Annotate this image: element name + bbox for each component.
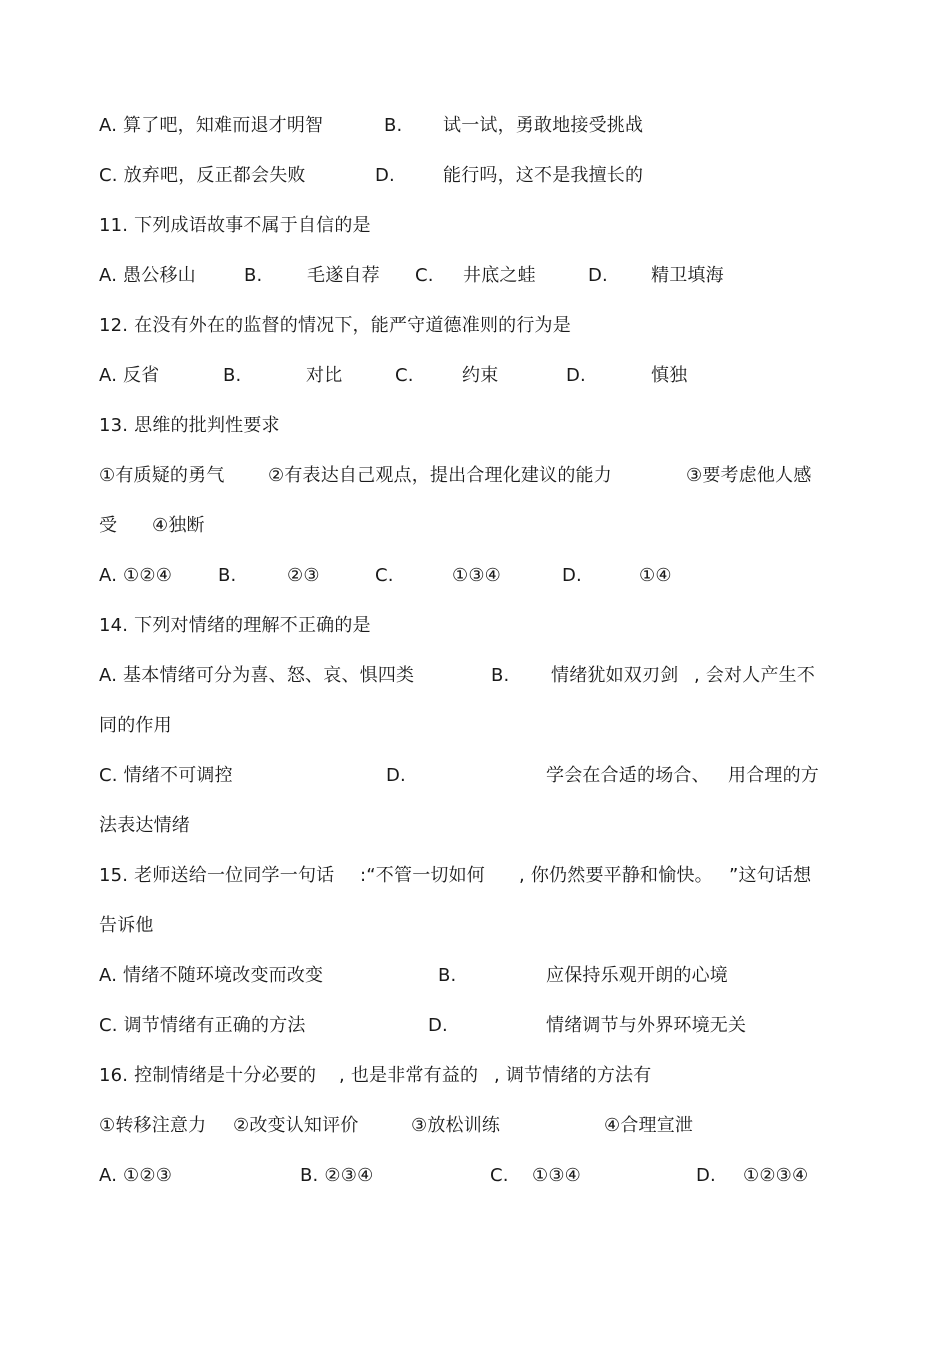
option-d-text: 精卫填海: [651, 265, 724, 286]
statement-2: ②有表达自己观点，提出合理化建议的能力: [268, 465, 612, 486]
option-d-text-continued: 用合理的方: [728, 765, 819, 786]
question-16: [0, 1061, 950, 1091]
option-c-text: 约束: [462, 365, 499, 386]
option-b-text-wrap: 同的作用: [99, 715, 172, 736]
question-text: 16. 控制情绪是十分必要的: [99, 1065, 317, 1086]
question-text: 15. 老师送给一位同学一句话: [99, 865, 335, 886]
option-a: A. 情绪不随环境改变而改变: [99, 965, 324, 986]
option-a: A. ①②④: [99, 565, 173, 586]
option-line: [0, 361, 950, 391]
question-text-part-3: , 调节情绪的方法有: [494, 1065, 652, 1086]
option-b-text: 试一试，勇敢地接受挑战: [443, 115, 644, 136]
statement-line: [0, 461, 950, 491]
option-d-text: 情绪调节与外界环境无关: [546, 1015, 747, 1036]
question-12: [0, 311, 950, 341]
question-13: [0, 411, 950, 441]
option-b-text-continued: , 会对人产生不: [694, 665, 816, 686]
option-d-letter: D.: [428, 1015, 448, 1036]
question-15: [0, 861, 950, 891]
option-line: [0, 261, 950, 291]
statement-3: ③要考虑他人感: [686, 465, 812, 486]
question-quote-start: :“不管一切如何: [360, 865, 485, 886]
option-a: A. ①②③: [99, 1165, 173, 1186]
option-b: B. ②③④: [300, 1165, 374, 1186]
option-a: A. 反省: [99, 365, 160, 386]
statement-4: ④独断: [152, 515, 205, 536]
question-text: 14. 下列对情绪的理解不正确的是: [99, 615, 371, 636]
option-a: A. 愚公移山: [99, 265, 196, 286]
statement-3-continued: 受: [99, 515, 118, 536]
question-quote-end: ”这句话想: [729, 865, 812, 886]
option-a: A. 算了吧，知难而退才明智: [99, 115, 324, 136]
option-b-letter: B.: [491, 665, 510, 686]
option-line: [0, 561, 950, 591]
question-continuation: [0, 911, 950, 941]
option-d-letter: D.: [566, 365, 586, 386]
question-text: 13. 思维的批判性要求: [99, 415, 280, 436]
option-line: [0, 111, 950, 141]
option-b-text: ②③: [287, 565, 320, 586]
option-b-letter: B.: [223, 365, 242, 386]
option-c-letter: C.: [415, 265, 434, 286]
option-b-letter: B.: [384, 115, 403, 136]
option-d-text: ①④: [639, 565, 672, 586]
option-line: [0, 961, 950, 991]
question-14: [0, 611, 950, 641]
question-11: [0, 211, 950, 241]
option-c-text: ①③④: [532, 1165, 582, 1186]
option-line: [0, 1011, 950, 1041]
question-text: 12. 在没有外在的监督的情况下，能严守道德准则的行为是: [99, 315, 571, 336]
option-continuation: [0, 811, 950, 841]
option-c: C. 情绪不可调控: [99, 765, 233, 786]
option-b-letter: B.: [244, 265, 263, 286]
statement-line: [0, 1111, 950, 1141]
option-d-text: 学会在合适的场合、: [546, 765, 710, 786]
option-b-letter: B.: [218, 565, 237, 586]
statement-line: [0, 511, 950, 541]
question-text: 11. 下列成语故事不属于自信的是: [99, 215, 371, 236]
statement-1: ①转移注意力: [99, 1115, 207, 1136]
option-d-text-wrap: 法表达情绪: [99, 815, 190, 836]
option-c-letter: C.: [395, 365, 414, 386]
option-b-text: 应保持乐观开朗的心境: [546, 965, 728, 986]
option-c: C. 调节情绪有正确的方法: [99, 1015, 306, 1036]
statement-4: ④合理宣泄: [604, 1115, 694, 1136]
option-line: [0, 761, 950, 791]
option-c-text: ①③④: [452, 565, 502, 586]
option-d-letter: D.: [375, 165, 395, 186]
option-b-text: 情绪犹如双刃剑: [551, 665, 679, 686]
statement-3: ③放松训练: [411, 1115, 501, 1136]
statement-1: ①有质疑的勇气: [99, 465, 225, 486]
option-d-text: 能行吗，这不是我擅长的: [443, 165, 644, 186]
option-continuation: [0, 711, 950, 741]
option-c: C. 放弃吧，反正都会失败: [99, 165, 306, 186]
option-line: [0, 161, 950, 191]
option-c-letter: C.: [490, 1165, 509, 1186]
option-d-letter: D.: [386, 765, 406, 786]
question-text-wrap: 告诉他: [99, 915, 154, 936]
option-d-letter: D.: [696, 1165, 716, 1186]
option-a: A. 基本情绪可分为喜、怒、哀、惧四类: [99, 665, 415, 686]
option-d-letter: D.: [588, 265, 608, 286]
option-c-letter: C.: [375, 565, 394, 586]
option-c-text: 井底之蛙: [463, 265, 536, 286]
option-b-text: 对比: [306, 365, 343, 386]
option-b-letter: B.: [438, 965, 457, 986]
question-quote-middle: , 你仍然要平静和愉快。: [519, 865, 713, 886]
option-d-letter: D.: [562, 565, 582, 586]
question-text-part-2: , 也是非常有益的: [339, 1065, 479, 1086]
statement-2: ②改变认知评价: [233, 1115, 359, 1136]
option-d-text: ①②③④: [743, 1165, 809, 1186]
option-line: [0, 1161, 950, 1191]
option-d-text: 慎独: [651, 365, 688, 386]
option-b-text: 毛遂自荐: [307, 265, 380, 286]
option-line: [0, 661, 950, 691]
